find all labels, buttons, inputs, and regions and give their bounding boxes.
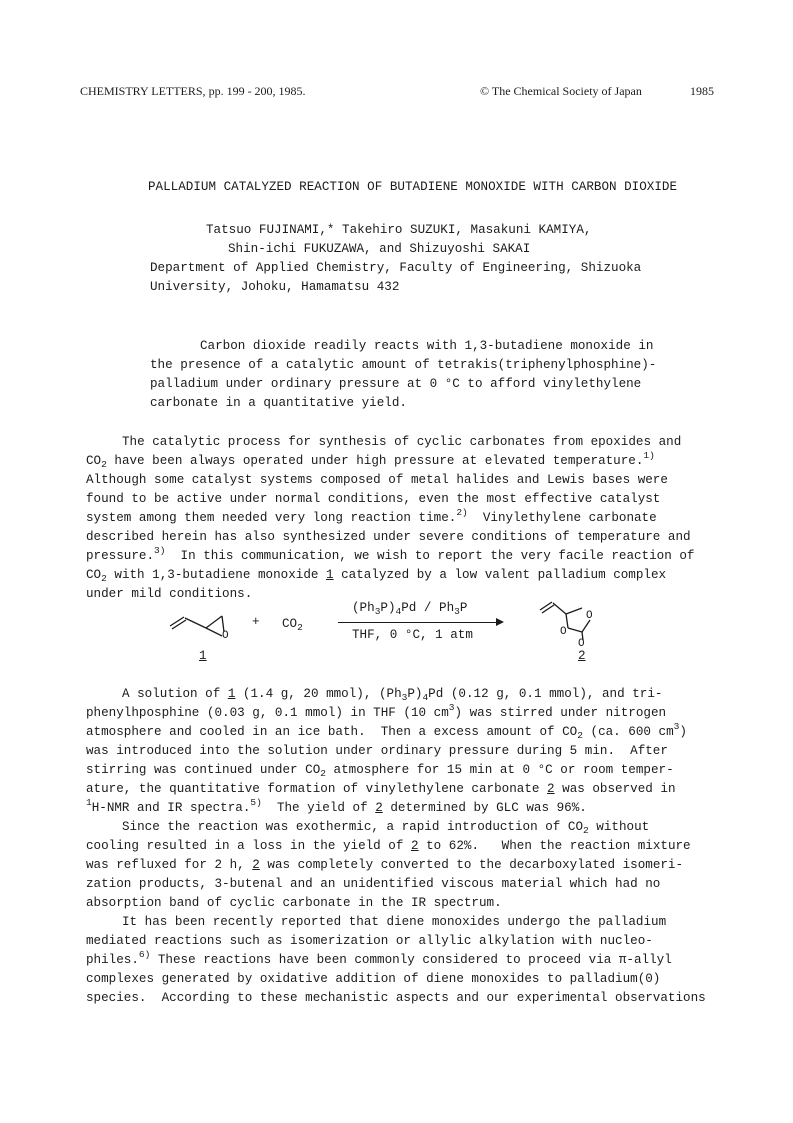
- svg-text:O: O: [578, 638, 585, 646]
- body-line: found to be active under normal conditions, even the most effective catalyst: [86, 492, 661, 506]
- svg-text:O: O: [586, 610, 593, 622]
- body-line: $^1$H-NMR and IR spectra.$^{5)}$ The yield of 2 determined by GLC was 96%.: [86, 797, 587, 815]
- butadiene-monoxide-structure: [166, 604, 256, 644]
- body-line: mediated reactions such as isomerization or allylic alkylation with nucleo-: [86, 934, 653, 948]
- plus-sign: +: [252, 615, 260, 629]
- body-line: The catalytic process for synthesis of cyclic carbonates from epoxides and: [122, 435, 682, 449]
- body-line: Since the reaction was exothermic, a rapid introduction of $CO_2$ without: [122, 820, 650, 836]
- body-line: absorption band of cyclic carbonate in the IR spectrum.: [86, 896, 502, 910]
- abstract-line-3: palladium under ordinary pressure at 0 °C to afford vinylethylene: [150, 377, 642, 391]
- body-line: was refluxed for 2 h, 2 was completely converted to the decarboxylated isomeri-: [86, 858, 684, 872]
- body-line: was introduced into the solution under ordinary pressure during 5 min. After: [86, 744, 668, 758]
- body-line: ature, the quantitative formation of vinylethylene carbonate 2 was observed in: [86, 782, 676, 796]
- vinylethylene-carbonate-structure: [538, 596, 608, 646]
- body-line: philes.$^{6)}$ These reactions have been commonly considered to proceed via π-allyl: [86, 949, 672, 967]
- compound-2-label: 2: [578, 649, 586, 663]
- body-line: It has been recently reported that diene monoxides undergo the palladium: [122, 915, 667, 929]
- svg-text:O: O: [222, 630, 229, 642]
- abstract-line-1: Carbon dioxide readily reacts with 1,3-butadiene monoxide in: [200, 339, 654, 353]
- authors-line-2: Shin-ichi FUKUZAWA, and Shizuyoshi SAKAI: [228, 242, 531, 256]
- affiliation-line-2: University, Johoku, Hamamatsu 432: [150, 280, 400, 294]
- body-line: stirring was continued under $CO_2$ atmosphere for 15 min at 0 °C or room temper-: [86, 763, 674, 779]
- authors-line-1: Tatsuo FUJINAMI,* Takehiro SUZUKI, Masakuni KAMIYA,: [206, 223, 592, 237]
- compound-1-label: 1: [199, 649, 207, 663]
- body-line: complexes generated by oxidative addition of diene monoxides to palladium(0): [86, 972, 661, 986]
- body-line: Although some catalyst systems composed of metal halides and Lewis bases were: [86, 473, 668, 487]
- abstract-line-4: carbonate in a quantitative yield.: [150, 396, 407, 410]
- body-line: pressure.$^{3)}$ In this communication, we wish to report the very facile reaction of: [86, 545, 695, 563]
- body-line: $CO_2$ have been always operated under high pressure at elevated temperature.$^{1)}$: [86, 450, 655, 470]
- body-line: system among them needed very long reaction time.$^{2)}$ Vinylethylene carbonate: [86, 507, 657, 525]
- copyright: © The Chemical Society of Japan: [480, 84, 642, 98]
- affiliation-line-1: Department of Applied Chemistry, Faculty of Engineering, Shizuoka: [150, 261, 642, 275]
- body-line: zation products, 3-butenal and an unidentified viscous material which had no: [86, 877, 661, 891]
- body-line: under mild conditions.: [86, 587, 253, 601]
- journal-name: CHEMISTRY LETTERS, pp. 199 - 200, 1985.: [80, 84, 306, 98]
- header-year: 1985: [690, 84, 714, 98]
- reagent-top: $(Ph_3P)_4Pd / Ph_3P$: [352, 601, 468, 617]
- body-line: A solution of 1 (1.4 g, 20 mmol), $(Ph_3P)_4Pd$ (0.12 g, 0.1 mmol), and tri-: [122, 687, 663, 703]
- body-line: atmosphere and cooled in an ice bath. Then a excess amount of $CO_2$ (ca. 600 $cm^3$): [86, 721, 687, 741]
- reaction-arrow: [338, 622, 500, 623]
- body-line: described herein has also synthesized under severe conditions of temperature and: [86, 530, 691, 544]
- page-range: pp. 199 - 200, 1985.: [208, 84, 306, 98]
- arrow-head: [496, 618, 504, 626]
- reagent-bottom: THF, 0 °C, 1 atm: [352, 628, 473, 642]
- abstract-line-2: the presence of a catalytic amount of tetrakis(triphenylphosphine)-: [150, 358, 657, 372]
- body-line: phenylhposphine (0.03 g, 0.1 mmol) in THF (10 $cm^3$) was stirred under nitrogen: [86, 702, 667, 720]
- body-line: $CO_2$ with 1,3-butadiene monoxide 1 catalyzed by a low valent palladium complex: [86, 568, 667, 584]
- paper-title: PALLADIUM CATALYZED REACTION OF BUTADIENE MONOXIDE WITH CARBON DIOXIDE: [148, 180, 678, 194]
- body-line: species. According to these mechanistic aspects and our experimental observations: [86, 991, 706, 1005]
- body-line: cooling resulted in a loss in the yield of 2 to 62%. When the reaction mixture: [86, 839, 691, 853]
- svg-text:O: O: [560, 626, 567, 638]
- co2-reagent: $CO_2$: [282, 617, 303, 633]
